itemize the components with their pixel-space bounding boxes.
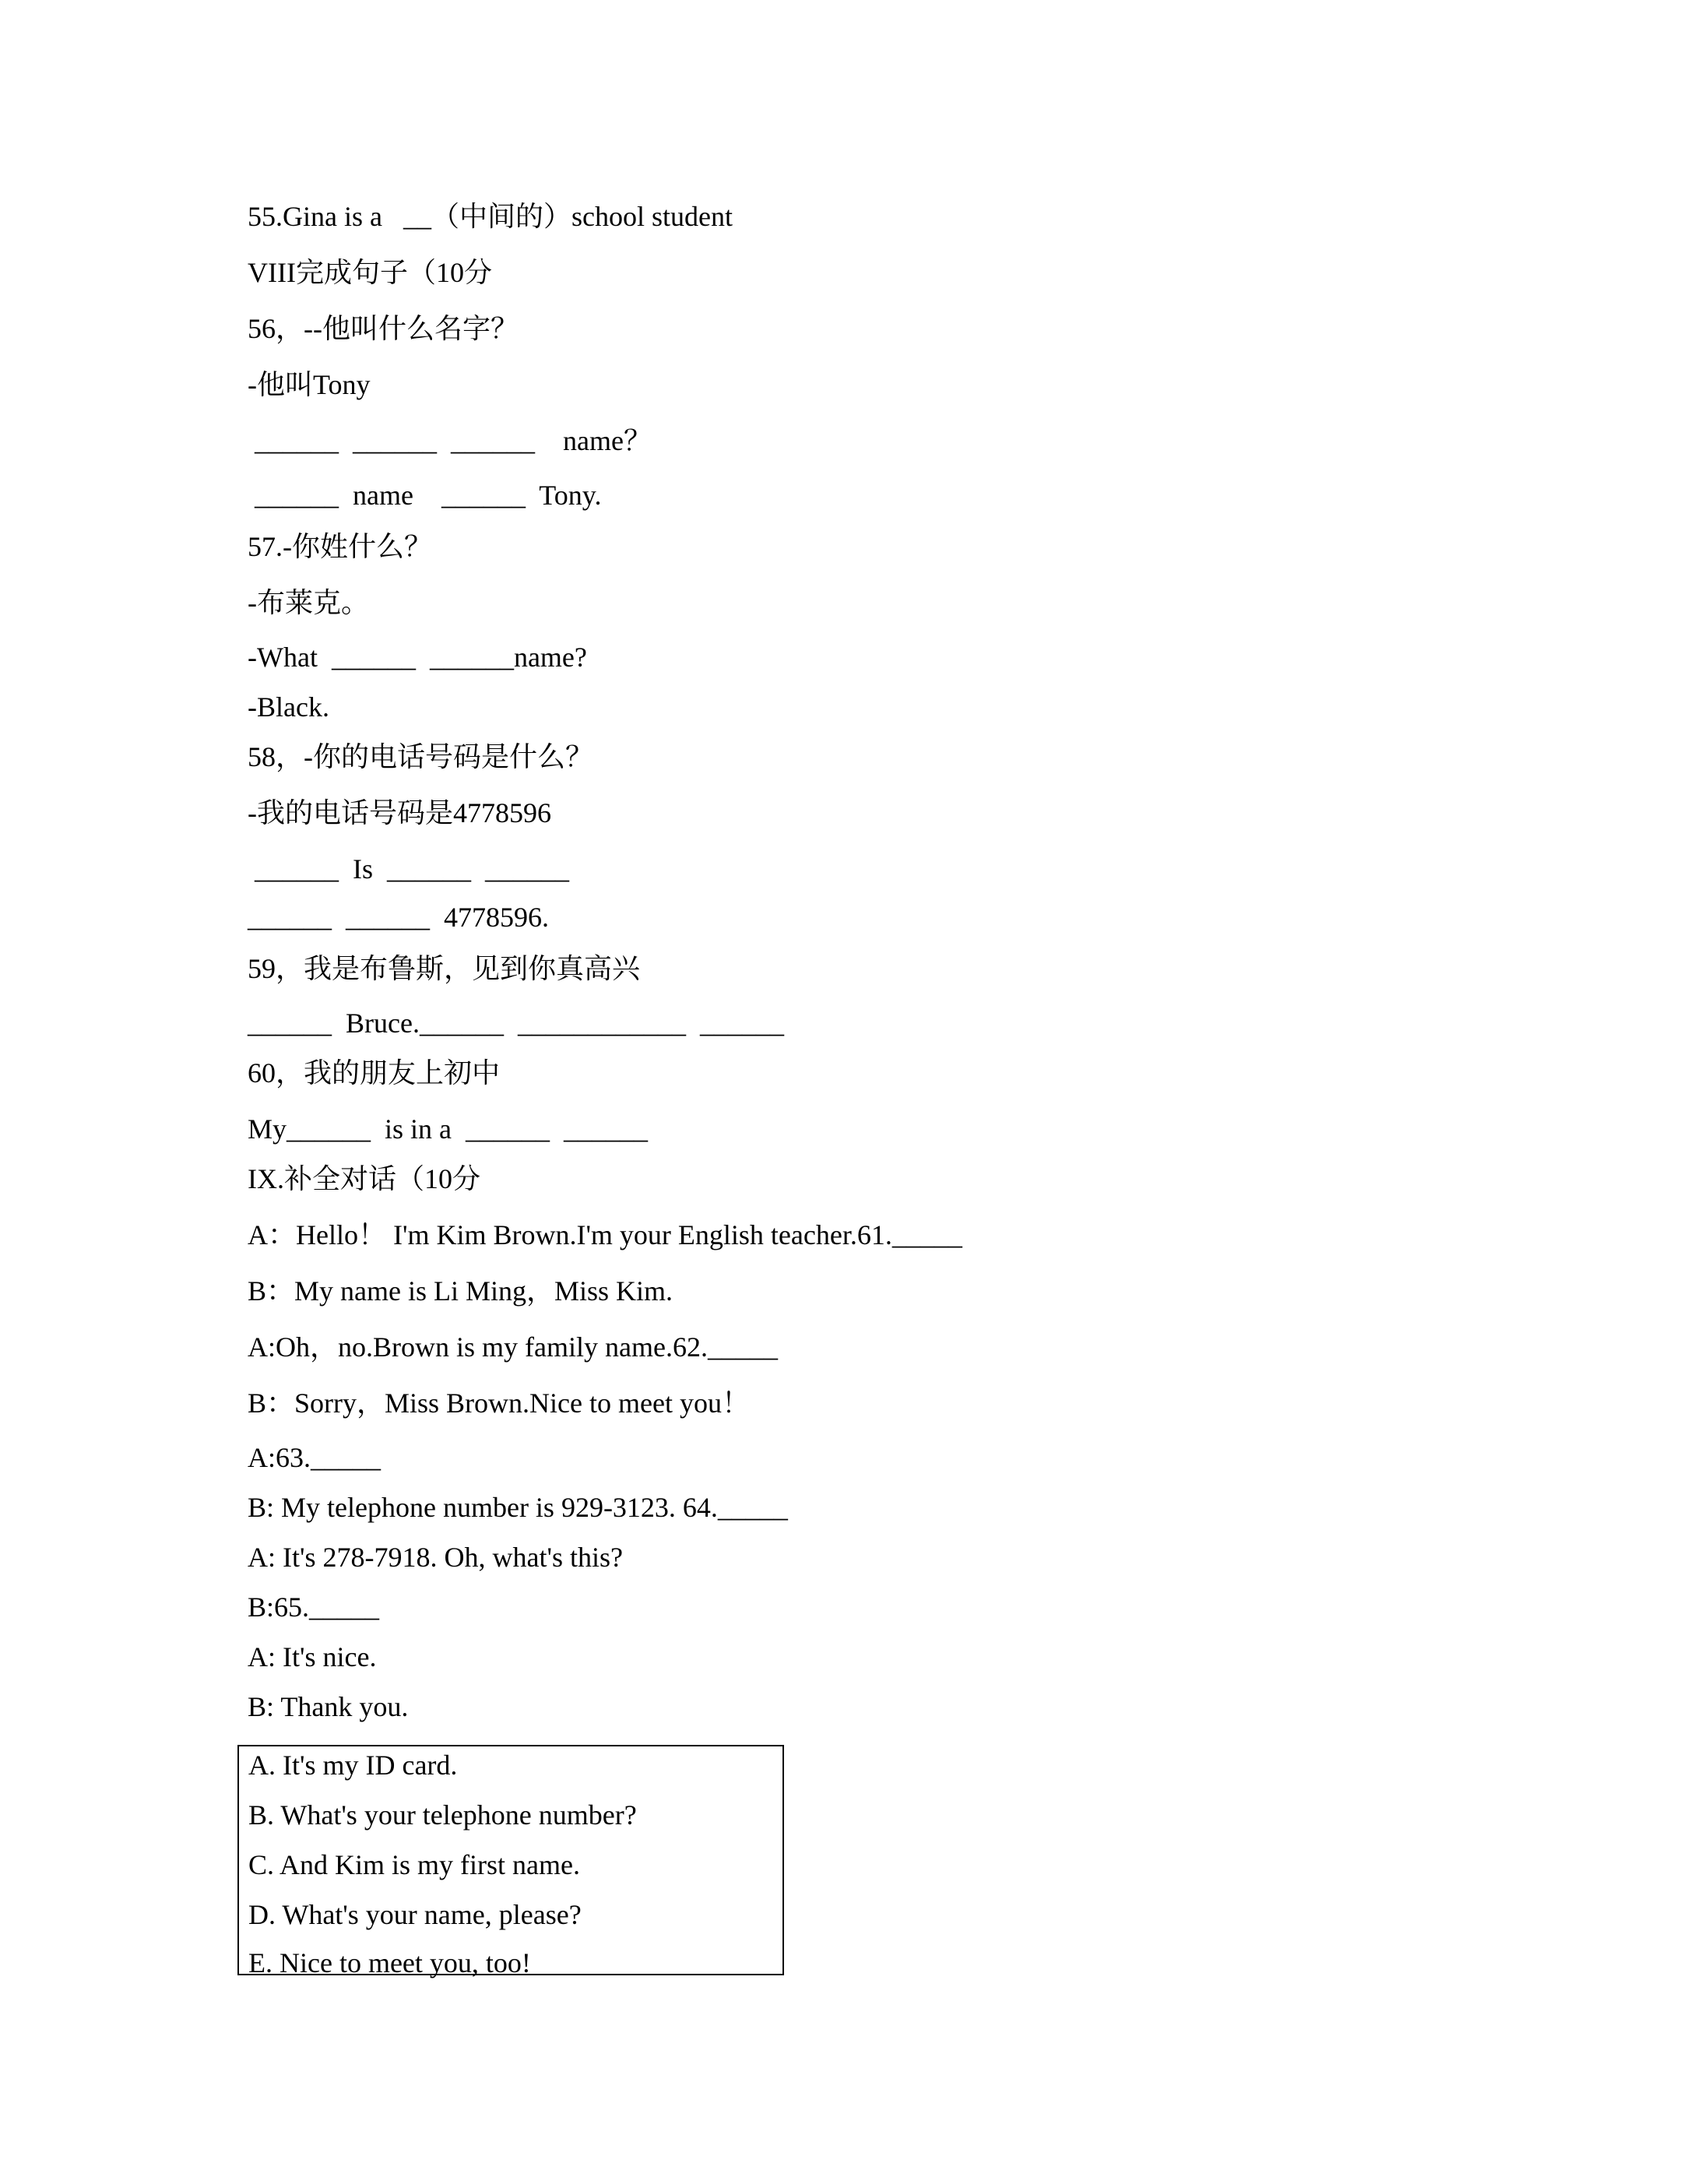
question-58-answer-prompt: -我的电话号码是4778596 <box>248 797 551 828</box>
question-56-prompt: 56，--他叫什么名字？ <box>248 313 519 344</box>
option-a: A. It's my ID card. <box>248 1750 458 1781</box>
dialogue-line-5: A:63._____ <box>248 1442 381 1473</box>
question-58-blank-line-1: ______ Is ______ ______ <box>248 853 569 885</box>
dialogue-line-3: A:Oh，no.Brown is my family name.62._____ <box>248 1331 778 1363</box>
question-57-reply: -Black. <box>248 691 329 723</box>
option-e: E. Nice to meet you, too! <box>248 1947 531 1978</box>
dialogue-line-6: B: My telephone number is 929-3123. 64._____ <box>248 1492 788 1523</box>
section-ix-heading: IX.补全对话（10分 <box>248 1163 480 1194</box>
option-d: D. What's your name, please? <box>248 1899 582 1930</box>
dialogue-line-10: B: Thank you. <box>248 1691 409 1722</box>
question-57-prompt: 57.-你姓什么？ <box>248 531 432 562</box>
dialogue-line-4: B：Sorry，Miss Brown.Nice to meet you！ <box>248 1387 750 1419</box>
dialogue-line-9: A: It's nice. <box>248 1641 377 1672</box>
question-58-prompt: 58，-你的电话号码是什么？ <box>248 741 593 772</box>
question-59-blank-line: ______ Bruce.______ ____________ ______ <box>248 1008 784 1039</box>
question-60-blank-line: My______ is in a ______ ______ <box>248 1113 649 1145</box>
question-57-answer-prompt: -布莱克。 <box>248 587 369 618</box>
dialogue-line-7: A: It's 278-7918. Oh, what's this? <box>248 1542 623 1573</box>
question-60-prompt: 60，我的朋友上初中 <box>248 1057 501 1088</box>
section-viii-heading: VIII完成句子（10分 <box>248 257 492 288</box>
option-c: C. And Kim is my first name. <box>248 1849 580 1880</box>
question-59-prompt: 59，我是布鲁斯，见到你真高兴 <box>248 953 641 984</box>
question-56-answer-prompt: -他叫Tony <box>248 369 371 400</box>
option-b: B. What's your telephone number? <box>248 1799 637 1831</box>
question-56-blank-line-1: ______ ______ ______ name？ <box>248 425 652 456</box>
question-57-blank-line: -What ______ ______name? <box>248 642 587 673</box>
question-58-blank-line-2: ______ ______ 4778596. <box>248 902 549 933</box>
answer-options-box <box>237 1745 784 1978</box>
question-56-blank-line-2: ______ name ______ Tony. <box>248 480 602 511</box>
dialogue-line-2: B：My name is Li Ming，Miss Kim. <box>248 1275 673 1307</box>
dialogue-line-8: B:65._____ <box>248 1591 380 1623</box>
question-55: 55.Gina is a __（中间的）school student <box>248 201 733 232</box>
dialogue-line-1: A：Hello！ I'm Kim Brown.I'm your English teacher.61._____ <box>248 1219 962 1250</box>
